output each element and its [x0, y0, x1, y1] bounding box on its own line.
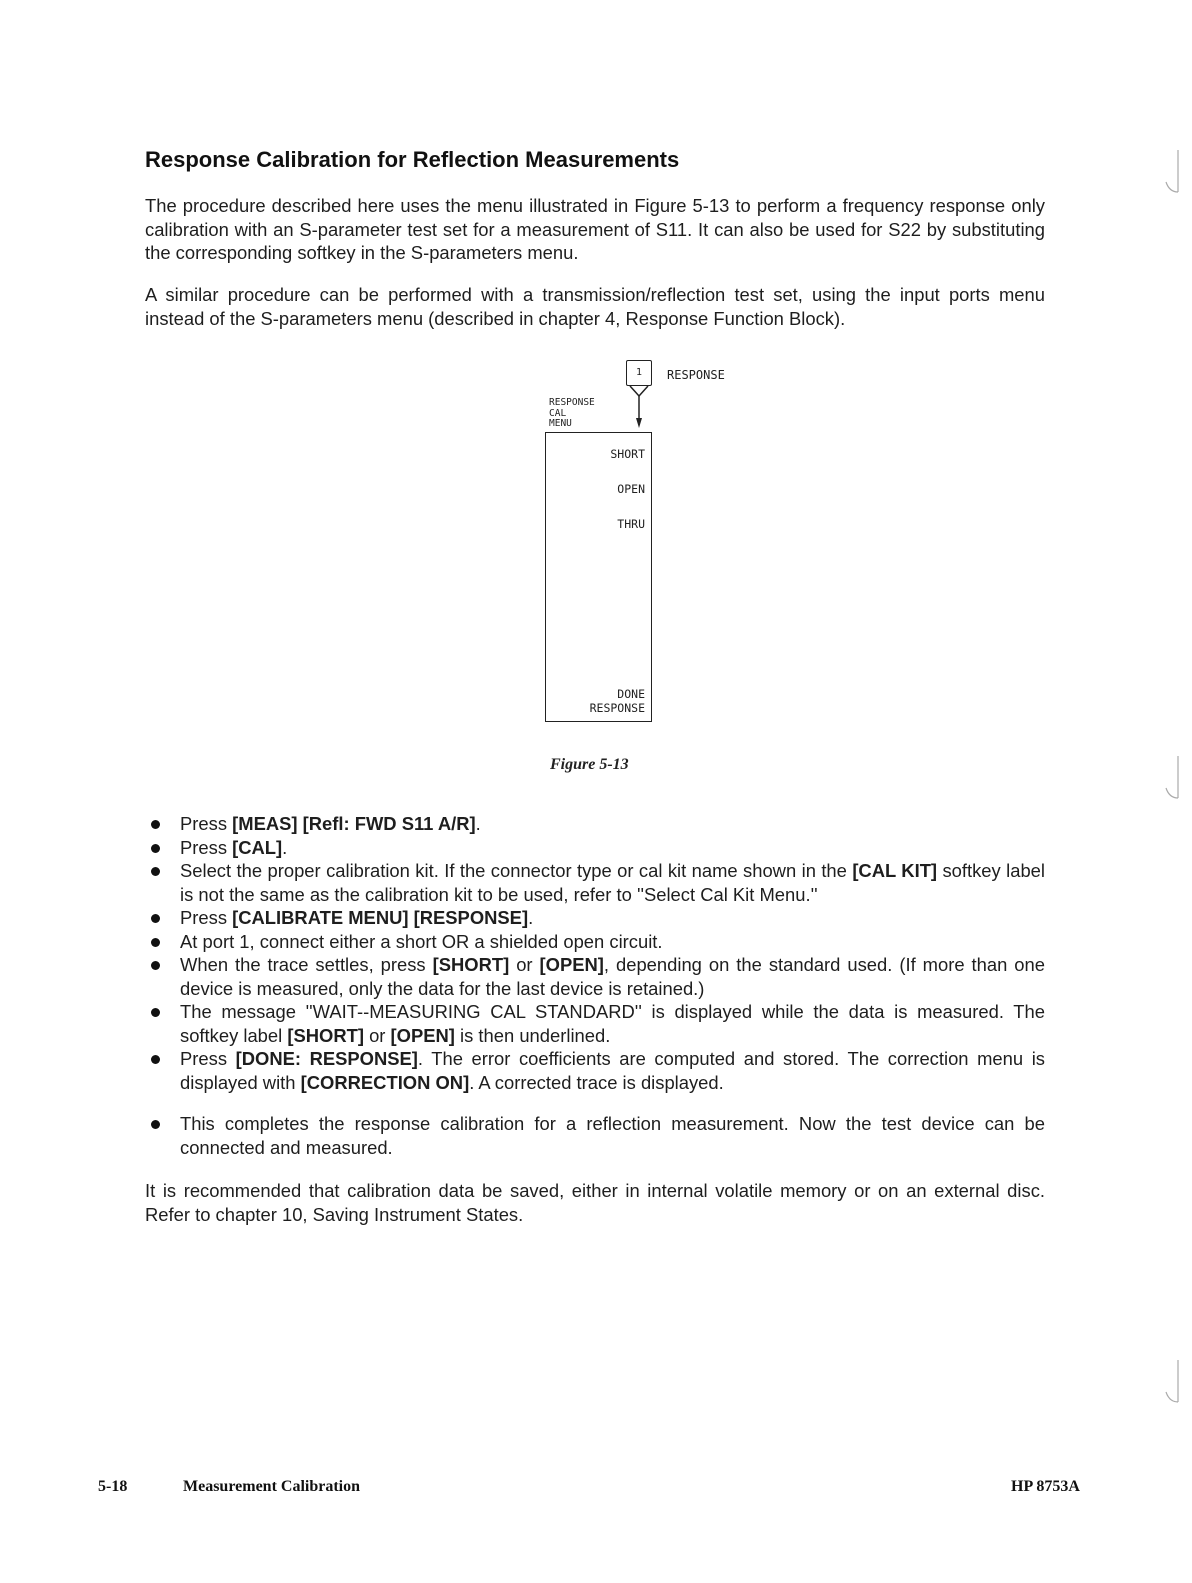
menu-title-line: MENU: [549, 418, 572, 429]
key-reference: [OPEN]: [539, 954, 604, 975]
softkey-menu-box: [545, 432, 652, 722]
key-reference: [MEAS] [Refl: FWD S11 A/R]: [232, 813, 476, 834]
procedure-step: [145, 1112, 1045, 1159]
step-text: .: [475, 813, 481, 834]
bullet-icon: [151, 844, 160, 853]
footer-section-title: Measurement Calibration: [183, 1478, 361, 1495]
page-number: 5-18: [98, 1478, 128, 1495]
key-reference: [DONE: RESPONSE]: [235, 1048, 418, 1069]
bullet-icon: [151, 961, 160, 970]
procedure-step: [145, 1000, 1045, 1047]
procedure-step: [145, 859, 1045, 906]
recommendation-paragraph: It is recommended that calibration data be saved, either in internal volatile memory or on an external disc. Refer to chapter 10, Saving Instrument States.: [145, 1180, 1045, 1225]
bullet-icon: [151, 1120, 160, 1129]
step-text: . The error coefficients are computed and stored. The correction menu is displayed with: [180, 1048, 1045, 1093]
key-reference: [CAL KIT]: [852, 860, 938, 881]
menu-title: [549, 398, 595, 430]
step-text: The message ''WAIT--MEASURING CAL STANDARD'' is displayed while the data is measured. The softkey label: [180, 1001, 1045, 1046]
step-text: Press: [180, 813, 233, 834]
procedure-step: [145, 906, 1045, 930]
key-reference: [CALIBRATE MENU] [RESPONSE]: [232, 907, 529, 928]
step-text: When the trace settles, press: [180, 954, 433, 975]
procedure-step: [145, 953, 1045, 1000]
bullet-icon: [151, 938, 160, 947]
step-text: .: [528, 907, 534, 928]
step-text: Press: [180, 1048, 236, 1069]
menu-title-line: RESPONSE: [549, 397, 595, 408]
step-text: is then underlined.: [454, 1024, 611, 1046]
step-text: Select the proper calibration kit. If the connector type or cal kit name shown in the: [180, 860, 853, 881]
softkey-open: OPEN: [617, 482, 645, 496]
binder-mark-icon: [1160, 754, 1182, 802]
step-text: This completes the response calibration for a reflection measurement. Now the test device can be connected and measured.: [180, 1113, 1045, 1158]
front-panel-key-label: RESPONSE: [667, 368, 725, 382]
bullet-icon: [151, 1055, 160, 1064]
key-reference: [CAL]: [232, 836, 283, 858]
softkey-short: SHORT: [610, 447, 645, 461]
step-text: or: [363, 1024, 391, 1046]
softkey-menu-figure: [540, 358, 800, 738]
step-text: Press: [180, 907, 233, 928]
procedure-step: [145, 812, 1045, 836]
step-text: , depending on the standard used. (If more than one device is measured, only the data for the last device is retained.): [180, 954, 1045, 999]
binder-mark-icon: [1160, 148, 1182, 196]
procedure-step: [145, 930, 1045, 954]
key-reference: [OPEN]: [390, 1024, 455, 1046]
section-heading: Response Calibration for Reflection Measurements: [145, 147, 680, 172]
bullet-icon: [151, 914, 160, 923]
step-text: .: [282, 836, 288, 858]
step-text: Press: [180, 836, 233, 858]
intro-paragraph: The procedure described here uses the menu illustrated in Figure 5-13 to perform a frequency response only calibration with an S-parameter test set for a measurement of S11. It can also be used for S22 by substituting the corresponding softkey in the S-parameters menu.: [145, 195, 1045, 263]
softkey-done-line: RESPONSE: [589, 701, 645, 715]
bullet-icon: [151, 867, 160, 876]
menu-title-line: CAL: [549, 407, 567, 419]
key-reference: [CORRECTION ON]: [300, 1071, 470, 1093]
figure-caption: Figure 5-13: [550, 756, 629, 773]
softkey-done-response: [590, 687, 645, 715]
step-text: softkey label is not the same as the calibration kit to be used, refer to ''Select Cal Kit Menu.'': [180, 860, 1045, 905]
softkey-done-line: DONE: [617, 687, 645, 701]
key-reference: [SHORT]: [432, 954, 510, 975]
step-text: or: [509, 954, 540, 975]
alternate-procedure-paragraph: A similar procedure can be performed with a transmission/reflection test set, using the input ports menu instead of the S-parameters menu (described in chapter 4, Response Function Block).: [145, 284, 1045, 329]
softkey-thru: THRU: [617, 517, 645, 531]
procedure-step: [145, 836, 1045, 860]
footer-model: HP 8753A: [1011, 1478, 1080, 1495]
procedure-steps: [145, 812, 1045, 1159]
step-text: At port 1, connect either a short OR a shielded open circuit.: [180, 930, 663, 952]
key-reference: [SHORT]: [287, 1024, 364, 1046]
binder-mark-icon: [1160, 1358, 1182, 1406]
bullet-icon: [151, 1008, 160, 1017]
front-panel-key: 1: [626, 360, 652, 386]
step-text: . A corrected trace is displayed.: [469, 1071, 724, 1093]
procedure-step: [145, 1047, 1045, 1094]
bullet-icon: [151, 820, 160, 829]
